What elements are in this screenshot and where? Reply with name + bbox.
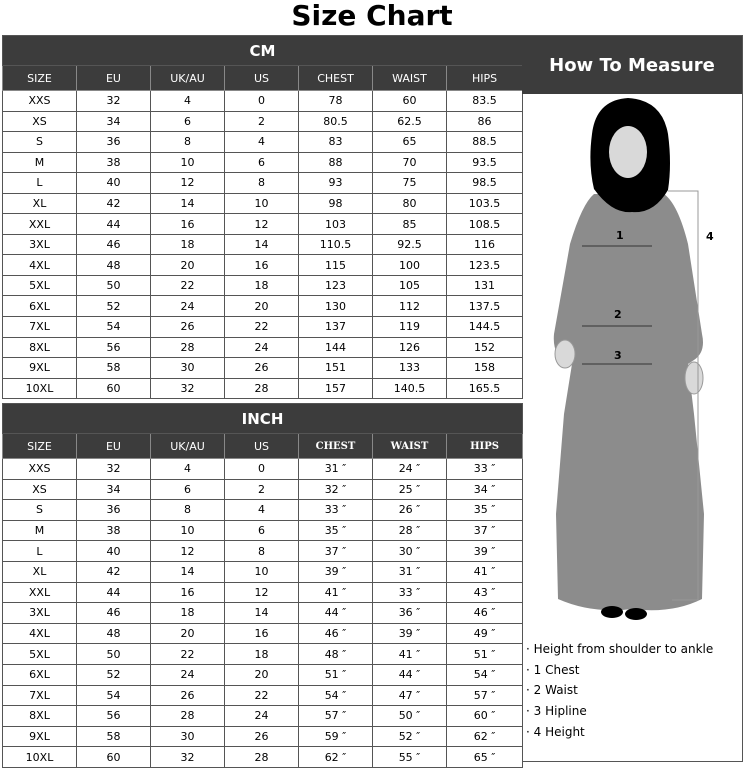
table-cell: 6: [151, 111, 225, 132]
table-cell: 5XL: [3, 275, 77, 296]
table-cell: 12: [151, 173, 225, 194]
table-cell: 36: [77, 132, 151, 153]
table-row: [3, 623, 523, 644]
table-cell: 33 ″: [299, 500, 373, 521]
table-cell: 16: [225, 255, 299, 276]
table-cell: 10XL: [3, 378, 77, 399]
table-cell: 4: [225, 132, 299, 153]
table-cell: 6: [225, 152, 299, 173]
table-cell: 112: [373, 296, 447, 317]
table-cell: 62 ″: [299, 747, 373, 768]
table-cell: L: [3, 541, 77, 562]
table-row: [3, 255, 523, 276]
table-row: [3, 561, 523, 582]
table-row: [3, 296, 523, 317]
table-cell: 28: [151, 706, 225, 727]
table-cell: 55 ″: [373, 747, 447, 768]
table-row: [3, 541, 523, 562]
table-cell: 10: [225, 193, 299, 214]
table-cell: 40: [77, 173, 151, 194]
table-cell: 24: [151, 296, 225, 317]
table-cell: 46: [77, 234, 151, 255]
table-cell: 31 ″: [299, 459, 373, 480]
table-cell: 42: [77, 193, 151, 214]
table-row: [3, 234, 523, 255]
table-cell: 50 ″: [373, 706, 447, 727]
left-hand: [555, 340, 575, 368]
table-cell: 44: [77, 582, 151, 603]
table-cell: 4: [151, 459, 225, 480]
table-cell: 14: [225, 603, 299, 624]
table-cell: 54 ″: [447, 664, 523, 685]
table-row: [3, 358, 523, 379]
height-marker: 4: [706, 230, 714, 243]
table-cell: 38: [77, 152, 151, 173]
table-row: [3, 337, 523, 358]
table-cell: 0: [225, 459, 299, 480]
table-row: [3, 317, 523, 338]
table-cell: 20: [225, 664, 299, 685]
table-cell: 18: [225, 275, 299, 296]
table-cell: 52 ″: [373, 726, 447, 747]
table-cell: 88: [299, 152, 373, 173]
table-cell: 103.5: [447, 193, 523, 214]
table-cell: 16: [151, 582, 225, 603]
table-cell: 24: [151, 664, 225, 685]
table-cell: 137.5: [447, 296, 523, 317]
table-row: [3, 582, 523, 603]
table-cell: 144: [299, 337, 373, 358]
table-cell: 26: [225, 726, 299, 747]
table-cell: 37 ″: [447, 520, 523, 541]
table-cell: 60 ″: [447, 706, 523, 727]
table-row: [3, 193, 523, 214]
table-cell: 75: [373, 173, 447, 194]
cm-header-row: [3, 66, 523, 91]
inch-col-header: UK/AU: [151, 434, 225, 459]
table-cell: 131: [447, 275, 523, 296]
table-cell: 4: [225, 500, 299, 521]
table-cell: 12: [225, 582, 299, 603]
table-cell: 126: [373, 337, 447, 358]
table-row: [3, 726, 523, 747]
hip-marker: 3: [614, 349, 622, 362]
note-item: · Height from shoulder to ankle: [526, 639, 713, 660]
table-cell: 57 ″: [299, 706, 373, 727]
table-cell: 116: [447, 234, 523, 255]
inch-table-body: [3, 459, 523, 768]
table-cell: 10: [225, 561, 299, 582]
table-cell: 158: [447, 358, 523, 379]
table-cell: 16: [225, 623, 299, 644]
table-cell: 80.5: [299, 111, 373, 132]
table-cell: 46: [77, 603, 151, 624]
table-cell: 14: [151, 561, 225, 582]
table-cell: 0: [225, 91, 299, 112]
table-cell: 26: [225, 358, 299, 379]
table-cell: 51 ″: [447, 644, 523, 665]
table-cell: 80: [373, 193, 447, 214]
table-cell: XL: [3, 193, 77, 214]
table-cell: 3XL: [3, 603, 77, 624]
table-cell: 18: [151, 234, 225, 255]
table-cell: 92.5: [373, 234, 447, 255]
table-cell: XS: [3, 479, 77, 500]
cm-table-body: [3, 91, 523, 399]
table-cell: XXL: [3, 582, 77, 603]
table-cell: 46 ″: [447, 603, 523, 624]
table-cell: XL: [3, 561, 77, 582]
table-cell: 115: [299, 255, 373, 276]
left-foot: [601, 606, 623, 618]
table-cell: 9XL: [3, 358, 77, 379]
how-to-measure-heading: How To Measure: [522, 36, 742, 94]
table-cell: 18: [151, 603, 225, 624]
table-row: [3, 173, 523, 194]
measure-notes-list: [526, 639, 713, 742]
table-cell: 6: [225, 520, 299, 541]
table-cell: 62 ″: [447, 726, 523, 747]
table-cell: 51 ″: [299, 664, 373, 685]
table-cell: 123: [299, 275, 373, 296]
table-row: [3, 706, 523, 727]
table-cell: 57 ″: [447, 685, 523, 706]
table-cell: 8: [225, 541, 299, 562]
table-cell: 26: [151, 317, 225, 338]
table-cell: 123.5: [447, 255, 523, 276]
table-cell: 9XL: [3, 726, 77, 747]
table-cell: 48: [77, 623, 151, 644]
note-item: · 2 Waist: [526, 680, 713, 701]
table-cell: 26: [151, 685, 225, 706]
table-cell: 59 ″: [299, 726, 373, 747]
table-cell: 151: [299, 358, 373, 379]
table-row: [3, 664, 523, 685]
table-cell: 7XL: [3, 317, 77, 338]
table-cell: 52: [77, 664, 151, 685]
table-cell: 20: [151, 623, 225, 644]
table-cell: 157: [299, 378, 373, 399]
table-cell: 10: [151, 152, 225, 173]
table-cell: 48 ″: [299, 644, 373, 665]
table-cell: 119: [373, 317, 447, 338]
cm-section-label: CM: [3, 36, 523, 66]
table-cell: 60: [373, 91, 447, 112]
table-cell: 83.5: [447, 91, 523, 112]
table-row: [3, 500, 523, 521]
table-cell: 36 ″: [373, 603, 447, 624]
inch-col-header: HIPS: [447, 434, 523, 459]
table-cell: 37 ″: [299, 541, 373, 562]
cm-col-header: HIPS: [447, 66, 523, 91]
table-cell: 2: [225, 479, 299, 500]
table-cell: 58: [77, 358, 151, 379]
table-cell: 12: [225, 214, 299, 235]
table-cell: 7XL: [3, 685, 77, 706]
inch-section-label: INCH: [3, 404, 523, 434]
table-cell: 24: [225, 706, 299, 727]
cm-col-header: EU: [77, 66, 151, 91]
table-row: [3, 111, 523, 132]
table-row: [3, 91, 523, 112]
table-cell: 22: [151, 275, 225, 296]
table-row: [3, 214, 523, 235]
table-cell: 28 ″: [373, 520, 447, 541]
table-cell: 93: [299, 173, 373, 194]
table-cell: 6: [151, 479, 225, 500]
table-cell: 98.5: [447, 173, 523, 194]
table-cell: M: [3, 152, 77, 173]
table-cell: 30 ″: [373, 541, 447, 562]
table-cell: 41 ″: [373, 644, 447, 665]
note-item: · 1 Chest: [526, 660, 713, 681]
table-cell: 46 ″: [299, 623, 373, 644]
table-cell: 38: [77, 520, 151, 541]
table-cell: 44 ″: [373, 664, 447, 685]
face: [609, 126, 647, 178]
table-cell: 35 ″: [299, 520, 373, 541]
table-cell: 8: [151, 132, 225, 153]
table-cell: XXS: [3, 459, 77, 480]
table-cell: 14: [151, 193, 225, 214]
table-cell: 34: [77, 111, 151, 132]
table-cell: 62.5: [373, 111, 447, 132]
table-cell: 83: [299, 132, 373, 153]
table-cell: S: [3, 132, 77, 153]
table-cell: 56: [77, 337, 151, 358]
table-cell: 32: [77, 91, 151, 112]
table-cell: 10XL: [3, 747, 77, 768]
table-cell: 108.5: [447, 214, 523, 235]
table-cell: 130: [299, 296, 373, 317]
table-cell: 78: [299, 91, 373, 112]
table-cell: 8XL: [3, 337, 77, 358]
inch-col-header: US: [225, 434, 299, 459]
table-cell: 39 ″: [447, 541, 523, 562]
table-cell: 152: [447, 337, 523, 358]
chest-marker: 1: [616, 229, 624, 242]
table-cell: 4XL: [3, 623, 77, 644]
table-cell: 40: [77, 541, 151, 562]
inch-col-header: WAIST: [373, 434, 447, 459]
cm-col-header: UK/AU: [151, 66, 225, 91]
table-cell: 50: [77, 275, 151, 296]
table-cell: 22: [225, 685, 299, 706]
table-cell: 70: [373, 152, 447, 173]
table-row: [3, 459, 523, 480]
table-cell: M: [3, 520, 77, 541]
table-row: [3, 132, 523, 153]
table-cell: 60: [77, 747, 151, 768]
cm-col-header: SIZE: [3, 66, 77, 91]
table-cell: 47 ″: [373, 685, 447, 706]
table-cell: 34 ″: [447, 479, 523, 500]
table-cell: 98: [299, 193, 373, 214]
table-cell: 32: [151, 378, 225, 399]
table-cell: 28: [225, 747, 299, 768]
right-foot: [625, 608, 647, 620]
measurement-figure-illustration: [532, 94, 732, 639]
cm-col-header: US: [225, 66, 299, 91]
table-cell: 6XL: [3, 664, 77, 685]
table-cell: 4: [151, 91, 225, 112]
right-hand: [685, 362, 703, 394]
table-cell: 48: [77, 255, 151, 276]
table-cell: 103: [299, 214, 373, 235]
table-cell: 54 ″: [299, 685, 373, 706]
table-cell: 22: [151, 644, 225, 665]
cm-size-table: [2, 35, 523, 399]
table-cell: 25 ″: [373, 479, 447, 500]
table-cell: 26 ″: [373, 500, 447, 521]
table-cell: S: [3, 500, 77, 521]
table-cell: 22: [225, 317, 299, 338]
table-cell: 6XL: [3, 296, 77, 317]
table-row: [3, 603, 523, 624]
table-cell: 35 ″: [447, 500, 523, 521]
table-cell: 110.5: [299, 234, 373, 255]
cm-col-header: CHEST: [299, 66, 373, 91]
table-cell: 105: [373, 275, 447, 296]
table-cell: 42: [77, 561, 151, 582]
table-cell: 20: [151, 255, 225, 276]
table-cell: XXL: [3, 214, 77, 235]
table-cell: 4XL: [3, 255, 77, 276]
table-cell: 39 ″: [299, 561, 373, 582]
table-cell: 60: [77, 378, 151, 399]
table-cell: 5XL: [3, 644, 77, 665]
table-cell: 33 ″: [373, 582, 447, 603]
table-cell: 24: [225, 337, 299, 358]
table-cell: 32 ″: [299, 479, 373, 500]
table-cell: 137: [299, 317, 373, 338]
table-cell: XS: [3, 111, 77, 132]
table-cell: 144.5: [447, 317, 523, 338]
table-cell: 36: [77, 500, 151, 521]
table-cell: 8: [151, 500, 225, 521]
table-cell: 54: [77, 317, 151, 338]
table-row: [3, 520, 523, 541]
table-row: [3, 152, 523, 173]
table-cell: 86: [447, 111, 523, 132]
inch-col-header: CHEST: [299, 434, 373, 459]
table-cell: 33 ″: [447, 459, 523, 480]
table-cell: 44 ″: [299, 603, 373, 624]
table-cell: 16: [151, 214, 225, 235]
table-row: [3, 378, 523, 399]
table-cell: 85: [373, 214, 447, 235]
table-cell: 41 ″: [299, 582, 373, 603]
inch-header-row: [3, 434, 523, 459]
page-title: Size Chart: [291, 0, 453, 32]
table-cell: 39 ″: [373, 623, 447, 644]
note-item: · 4 Height: [526, 722, 713, 743]
table-cell: XXS: [3, 91, 77, 112]
table-cell: 52: [77, 296, 151, 317]
table-cell: 31 ″: [373, 561, 447, 582]
table-cell: 88.5: [447, 132, 523, 153]
table-cell: 18: [225, 644, 299, 665]
table-cell: 3XL: [3, 234, 77, 255]
table-cell: 41 ″: [447, 561, 523, 582]
table-cell: 54: [77, 685, 151, 706]
table-cell: 100: [373, 255, 447, 276]
cm-col-header: WAIST: [373, 66, 447, 91]
table-cell: 30: [151, 726, 225, 747]
note-item: · 3 Hipline: [526, 701, 713, 722]
table-cell: 44: [77, 214, 151, 235]
table-cell: 165.5: [447, 378, 523, 399]
table-cell: 20: [225, 296, 299, 317]
waist-marker: 2: [614, 308, 622, 321]
table-cell: 93.5: [447, 152, 523, 173]
table-cell: 32: [151, 747, 225, 768]
table-cell: 30: [151, 358, 225, 379]
inch-col-header: EU: [77, 434, 151, 459]
table-cell: 8: [225, 173, 299, 194]
table-cell: 10: [151, 520, 225, 541]
table-cell: 50: [77, 644, 151, 665]
table-cell: 56: [77, 706, 151, 727]
inch-size-table: [2, 403, 523, 768]
table-cell: 49 ″: [447, 623, 523, 644]
table-cell: 28: [151, 337, 225, 358]
table-cell: 140.5: [373, 378, 447, 399]
table-cell: 28: [225, 378, 299, 399]
table-cell: 2: [225, 111, 299, 132]
table-cell: 58: [77, 726, 151, 747]
how-to-measure-panel: [522, 35, 743, 762]
table-cell: 133: [373, 358, 447, 379]
table-row: [3, 275, 523, 296]
table-cell: 12: [151, 541, 225, 562]
table-cell: 24 ″: [373, 459, 447, 480]
table-cell: 43 ″: [447, 582, 523, 603]
table-cell: 65: [373, 132, 447, 153]
table-cell: 8XL: [3, 706, 77, 727]
table-cell: L: [3, 173, 77, 194]
inch-col-header: SIZE: [3, 434, 77, 459]
table-row: [3, 644, 523, 665]
table-row: [3, 479, 523, 500]
table-cell: 65 ″: [447, 747, 523, 768]
table-cell: 32: [77, 459, 151, 480]
table-cell: 14: [225, 234, 299, 255]
table-row: [3, 747, 523, 768]
dress-shape: [554, 194, 704, 610]
table-cell: 34: [77, 479, 151, 500]
table-row: [3, 685, 523, 706]
